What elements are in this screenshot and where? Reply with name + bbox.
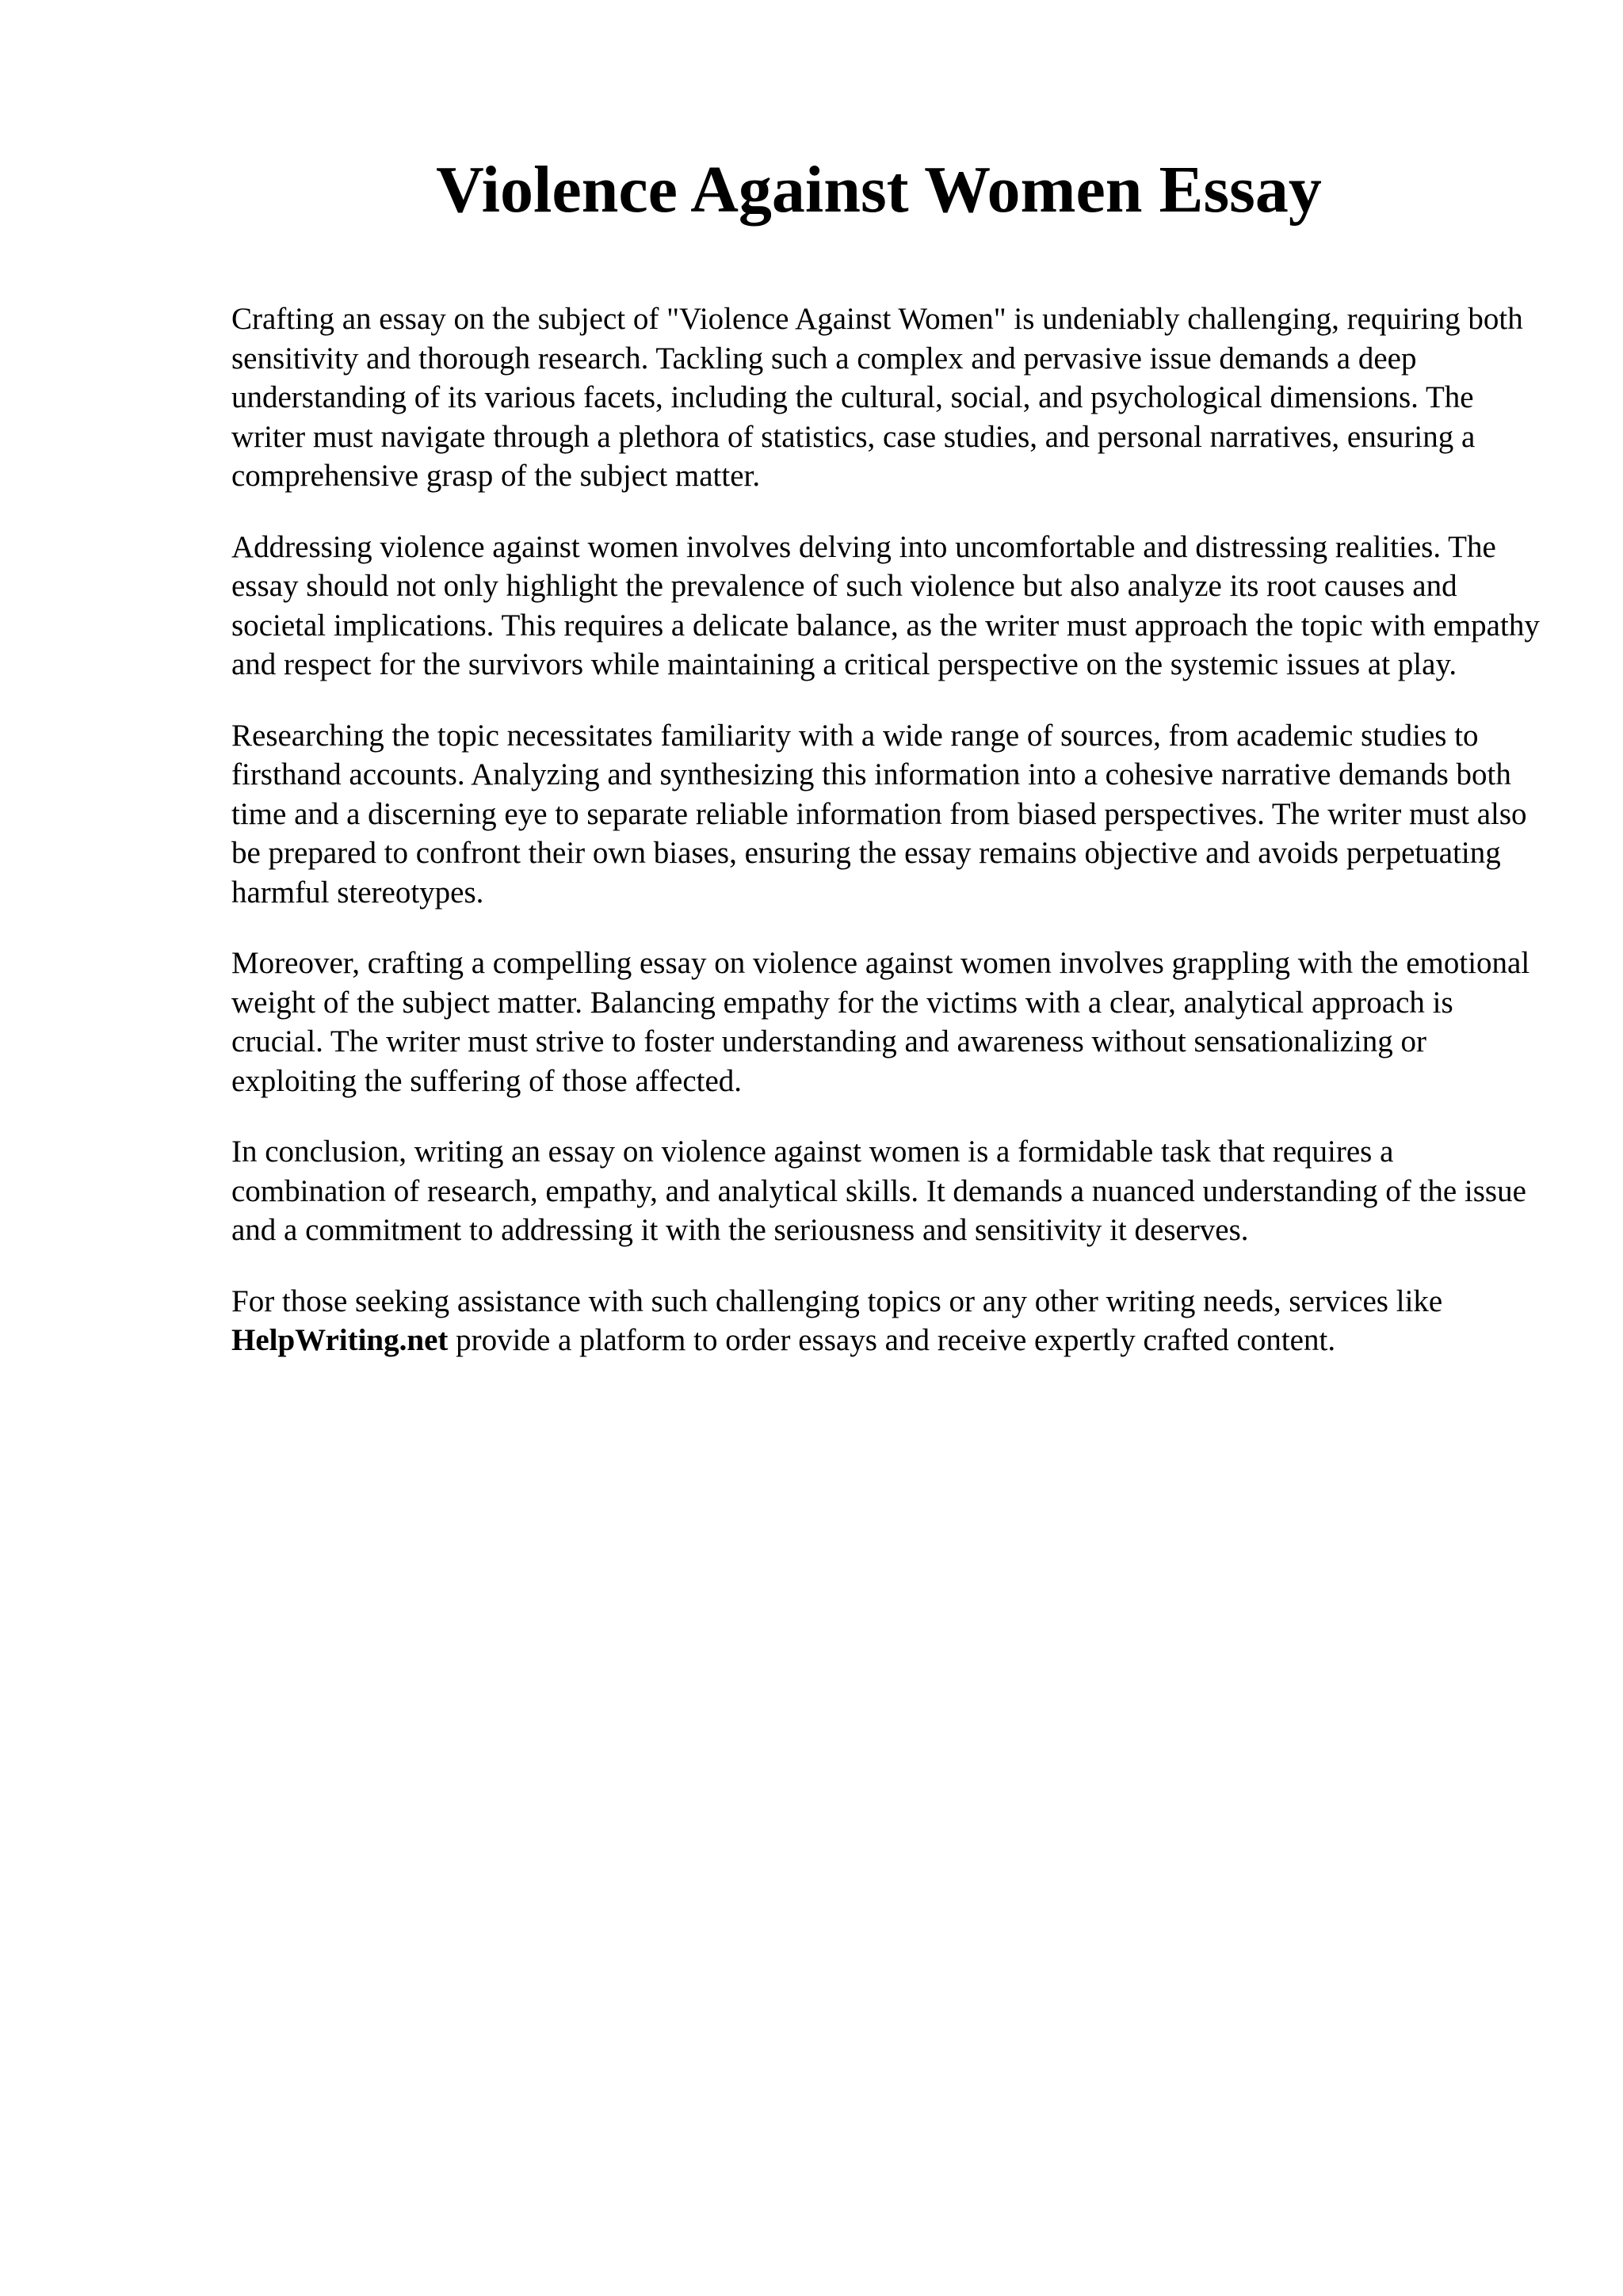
brand-name: HelpWriting.net (231, 1323, 449, 1357)
paragraph-5: In conclusion, writing an essay on violence against women is a formidable task that requires a combination of research, empathy, and analytical skills. It demands a nuanced understanding of the issue and a commitment to addressing it with the seriousness and sensitivity it deserves. (231, 1135, 1526, 1247)
paragraph-1: Crafting an essay on the subject of "Violence Against Women" is undeniably challenging, requiring both sensitivity and thorough research. Tackling such a complex and pervasive issue demands a deep understanding of its various facets, including the cultural, social, and psychological dimensions. The writer must navigate through a plethora of statistics, case studies, and personal narratives, ensuring a comprehensive grasp of the subject matter. (231, 302, 1523, 493)
closing-tail-text: provide a platform to order essays and receive expertly crafted content. (448, 1323, 1336, 1357)
paragraph-4: Moreover, crafting a compelling essay on violence against women involves grappling with the emotional weight of the subject matter. Balancing empathy for the victims with a clear, analytical approach is crucial. The writer must strive to foster understanding and awareness without sensationalizing or exploiting the suffering of those affected. (231, 946, 1530, 1098)
closing-paragraph (231, 1282, 1547, 1360)
paragraph-3: Researching the topic necessitates familiarity with a wide range of sources, from academic studies to firsthand accounts. Analyzing and synthesizing this information into a cohesive narrative demands both time and a discerning eye to separate reliable information from biased perspectives. The writer must also be prepared to confront their own biases, ensuring the essay remains objective and avoids perpetuating harmful stereotypes. (231, 718, 1527, 910)
document-title: Violence Against Women Essay (436, 153, 1322, 227)
document-body (231, 299, 1547, 1392)
closing-lead-text: For those seeking assistance with such challenging topics or any other writing needs, services like (231, 1283, 1443, 1318)
paragraph-2: Addressing violence against women involves delving into uncomfortable and distressing realities. The essay should not only highlight the prevalence of such violence but also analyze its root causes and societal implications. This requires a delicate balance, as the writer must approach the topic with empathy and respect for the survivors while maintaining a critical perspective on the systemic issues at play. (231, 529, 1540, 681)
